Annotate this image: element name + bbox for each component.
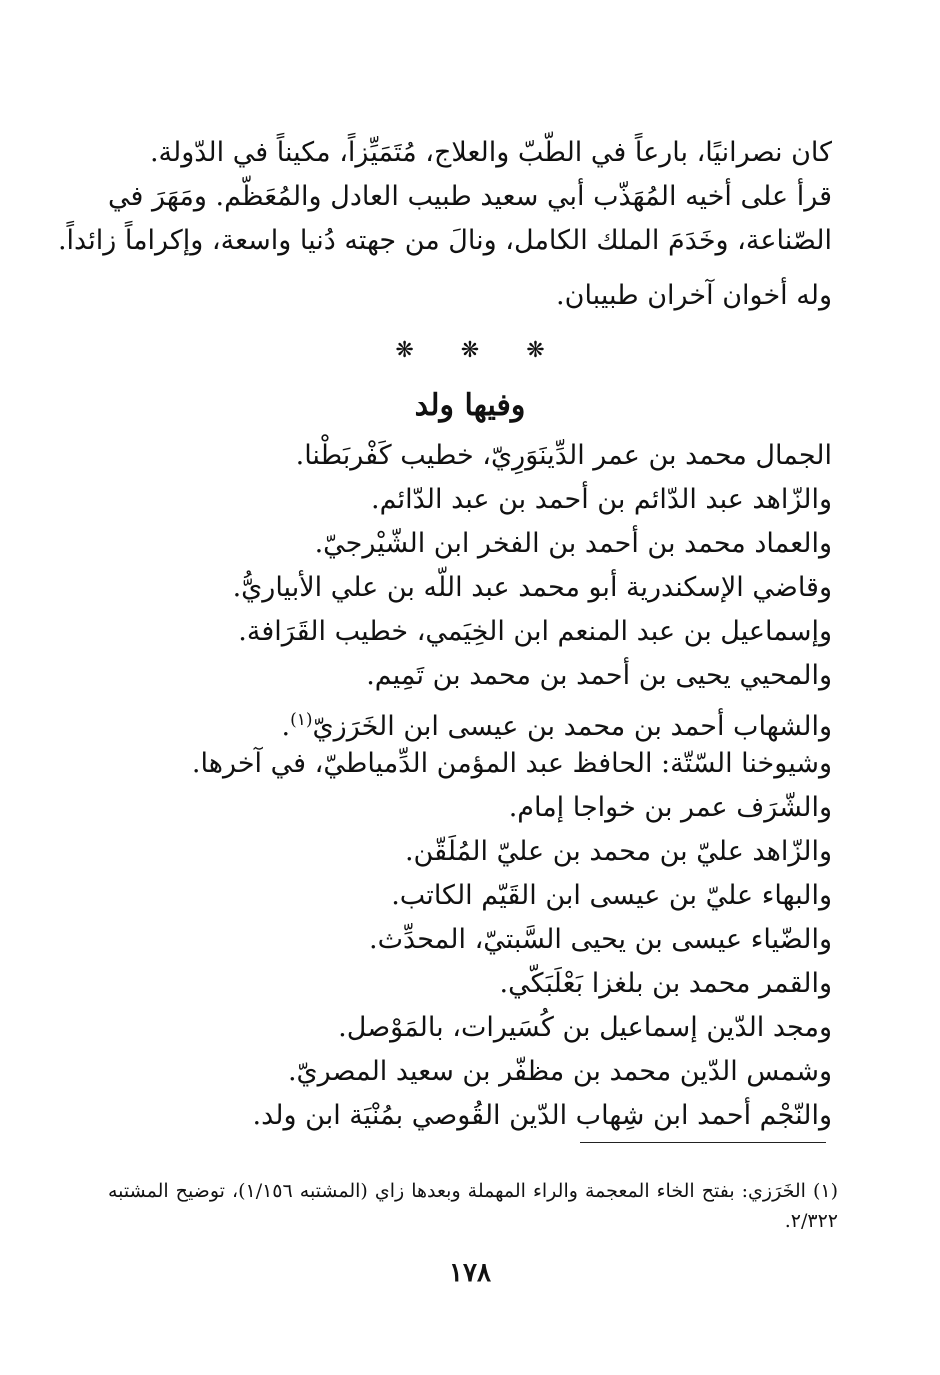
asterism-icon: ❋ xyxy=(395,338,414,363)
footnote-line-1: (١) الخَرَزي: بفتح الخاء المعجمة والراء المهملة وبعدها زاي (المشتبه ١/١٥٦)، توضيح المشتبه xyxy=(108,1180,838,1202)
footnote-line-2: ٢/٣٢٢. xyxy=(784,1210,838,1232)
entry-line xyxy=(108,700,832,747)
entry-line: والمحيي يحيى بن أحمد بن محمد بن تَمِيم. xyxy=(366,660,832,691)
asterism-icon: ❋ xyxy=(460,338,480,363)
paragraph-line-1: كان نصرانيًا، بارعاً في الطّبّ والعلاج، مُتَمَيِّزاً، مكيناً في الدّولة. xyxy=(149,137,832,168)
entry-line: والضّياء عيسى بن يحيى السَّبتيّ، المحدِّث. xyxy=(369,924,832,955)
entry-line: والقمر محمد بن بلغزا بَعْلَبَكّي. xyxy=(499,968,832,999)
footnote-divider xyxy=(580,1142,826,1143)
page-number: ١٧٨ xyxy=(449,1258,491,1288)
entry-line: والشّرَف عمر بن خواجا إمام. xyxy=(508,792,832,823)
entry-line: الجمال محمد بن عمر الدِّينَوَرِيّ، خطيب كَفْربَطْنا. xyxy=(295,440,832,471)
entry-line: وقاضي الإسكندرية أبو محمد عبد اللّه بن علي الأبياريُّ. xyxy=(232,572,832,603)
entry-line: وشمس الدّين محمد بن مظفّر بن سعيد المصريّ. xyxy=(287,1056,832,1087)
entry-line: والعماد محمد بن أحمد بن الفخر ابن الشّيْرجيّ. xyxy=(314,528,832,559)
paragraph-line-4: وله أخوان آخران طبيبان. xyxy=(556,280,832,311)
asterism-icon: ❋ xyxy=(526,338,545,363)
paragraph-line-2: قرأ على أخيه المُهَذّب أبي سعيد طبيب العادل والمُعَظّم. ومَهَرَ في xyxy=(108,181,832,212)
section-title: وفيها ولد xyxy=(414,388,526,423)
paragraph-line-3: الصّناعة، وخَدَمَ الملك الكامل، ونالَ من جهته دُنيا واسعة، وإكراماً زائداً. xyxy=(57,225,832,256)
section-separator xyxy=(0,338,940,363)
entry-line: وإسماعيل بن عبد المنعم ابن الخِيَمي، خطيب القَرَافة. xyxy=(238,616,832,647)
entry-line: ومجد الدّين إسماعيل بن كُسَيرات، بالمَوْصل. xyxy=(338,1012,832,1043)
entry-text: والشهاب أحمد بن محمد بن عيسى ابن الخَرَزيّ xyxy=(312,711,832,742)
entry-line: والزّاهد عبد الدّائم بن أحمد بن عبد الدّائم. xyxy=(371,484,832,515)
footnote-reference: (١) xyxy=(290,710,313,730)
entry-line: والبهاء عليّ بن عيسى ابن القَيّم الكاتب. xyxy=(391,880,832,911)
entry-line: وشيوخنا السّتّة: الحافظ عبد المؤمن الدِّمياطيّ، في آخرها. xyxy=(191,748,832,779)
entry-line: والزّاهد عليّ بن محمد بن عليّ المُلَقّن. xyxy=(404,836,832,867)
entry-line: والنّجْم أحمد ابن شِهاب الدّين القُوصي بمُنْيَة ابن ولد. xyxy=(252,1100,832,1131)
entry-end-period: . xyxy=(281,711,291,742)
